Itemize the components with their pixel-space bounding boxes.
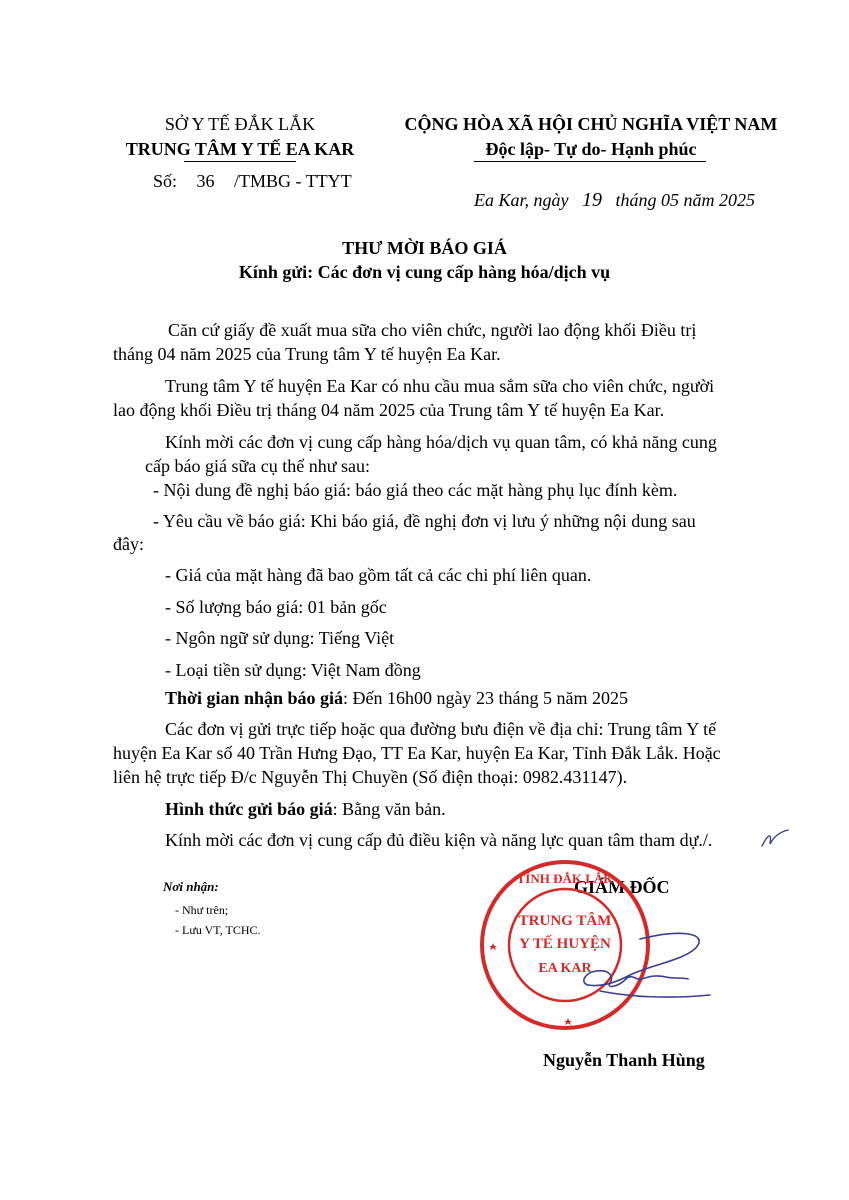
- address-line-1: Các đơn vị gửi trực tiếp hoặc qua đường bưu điện về địa chỉ: Trung tâm Y tế: [165, 719, 717, 739]
- doc-number-prefix: Số:: [153, 171, 178, 191]
- bullet-requirements-line-2: đây:: [113, 534, 144, 554]
- doc-number: [153, 171, 352, 192]
- doc-number-value: 36: [196, 171, 215, 191]
- recipient-1: - Như trên;: [175, 903, 229, 917]
- bullet-content: - Nội dung đề nghị báo giá: báo giá theo các mặt hàng phụ lục đính kèm.: [153, 480, 678, 500]
- paragraph-3-line-1: Kính mời các đơn vị cung cấp hàng hóa/dịch vụ quan tâm, có khả năng cung: [165, 432, 717, 452]
- address-line-2: huyện Ea Kar số 40 Trần Hưng Đạo, TT Ea Kar, huyện Ea Kar, Tỉnh Đắk Lắk. Hoặc: [113, 743, 721, 763]
- requirement-language: - Ngôn ngữ sử dụng: Tiếng Việt: [165, 628, 395, 648]
- document-title: THƯ MỜI BÁO GIÁ: [342, 238, 507, 258]
- requirement-price: - Giá của mặt hàng đã bao gồm tất cả các chi phí liên quan.: [165, 565, 592, 585]
- doc-number-suffix: /TMBG - TTYT: [234, 171, 352, 191]
- seal-line-2: Y TẾ HUYỆN: [519, 936, 611, 952]
- deadline-line: [165, 688, 628, 709]
- submission-form-value: : Bằng văn bản.: [332, 799, 446, 819]
- director-signature: [570, 925, 720, 1005]
- recipient-line: Kính gửi: Các đơn vị cung cấp hàng hóa/dịch vụ: [238, 262, 611, 282]
- seal-star-icon: [489, 943, 497, 950]
- paragraph-1-line-1: Căn cứ giấy đề xuất mua sữa cho viên chức, người lao động khối Điều trị: [168, 320, 697, 340]
- seal-line-3: EA KAR: [538, 961, 592, 976]
- signer-name: Nguyễn Thanh Hùng: [543, 1050, 705, 1070]
- agency-parent: SỞ Y TẾ ĐẮK LẮK: [164, 114, 316, 134]
- motto: Độc lập- Tự do- Hạnh phúc: [485, 139, 697, 159]
- agency-underline: [184, 161, 296, 162]
- date-prefix: Ea Kar, ngày: [474, 190, 569, 210]
- date-line: [474, 189, 755, 212]
- closing-line: Kính mời các đơn vị cung cấp đủ điều kiện và năng lực quan tâm tham dự./.: [165, 830, 713, 850]
- bullet-requirements-line-1: - Yêu cầu về báo giá: Khi báo giá, đề nghị đơn vị lưu ý những nội dung sau: [153, 511, 696, 531]
- paragraph-2-line-1: Trung tâm Y tế huyện Ea Kar có nhu cầu mua sắm sữa cho viên chức, người: [165, 376, 715, 396]
- paragraph-1-line-2: tháng 04 năm 2025 của Trung tâm Y tế huyện Ea Kar.: [113, 344, 501, 364]
- agency-name: TRUNG TÂM Y TẾ EA KAR: [125, 139, 355, 159]
- motto-underline: [474, 161, 706, 162]
- requirement-currency: - Loại tiền sử dụng: Việt Nam đồng: [165, 660, 421, 680]
- seal-star-icon: [564, 1018, 572, 1025]
- deadline-value: : Đến 16h00 ngày 23 tháng 5 năm 2025: [343, 688, 629, 708]
- date-day: 19: [582, 189, 602, 211]
- address-line-3: liên hệ trực tiếp Đ/c Nguyễn Thị Chuyền (Số điện thoại: 0982.431147).: [113, 767, 628, 787]
- recipients-title: Nơi nhận:: [163, 879, 219, 894]
- seal-star-icons: [489, 943, 572, 1025]
- recipient-2: - Lưu VT, TCHC.: [175, 923, 261, 937]
- seal-line-1: TRUNG TÂM: [518, 913, 612, 929]
- submission-form-line: [165, 799, 446, 820]
- paragraph-2-line-2: lao động khối Điều trị tháng 04 năm 2025 của Trung tâm Y tế huyện Ea Kar.: [113, 400, 665, 420]
- deadline-label: Thời gian nhận báo giá: [165, 688, 344, 708]
- requirement-quantity: - Số lượng báo giá: 01 bản gốc: [165, 597, 387, 617]
- national-title: CỘNG HÒA XÃ HỘI CHỦ NGHĨA VIỆT NAM: [404, 114, 778, 134]
- seal-ring-text: TỈNH ĐẮK LẮK: [516, 871, 614, 886]
- submission-form-label: Hình thức gửi báo giá: [165, 799, 333, 819]
- paragraph-3-line-2: cấp báo giá sữa cụ thể như sau:: [145, 456, 370, 476]
- signer-title: GIÁM ĐỐC: [574, 877, 670, 897]
- date-suffix: tháng 05 năm 2025: [615, 190, 755, 210]
- initial-mark: [758, 826, 794, 852]
